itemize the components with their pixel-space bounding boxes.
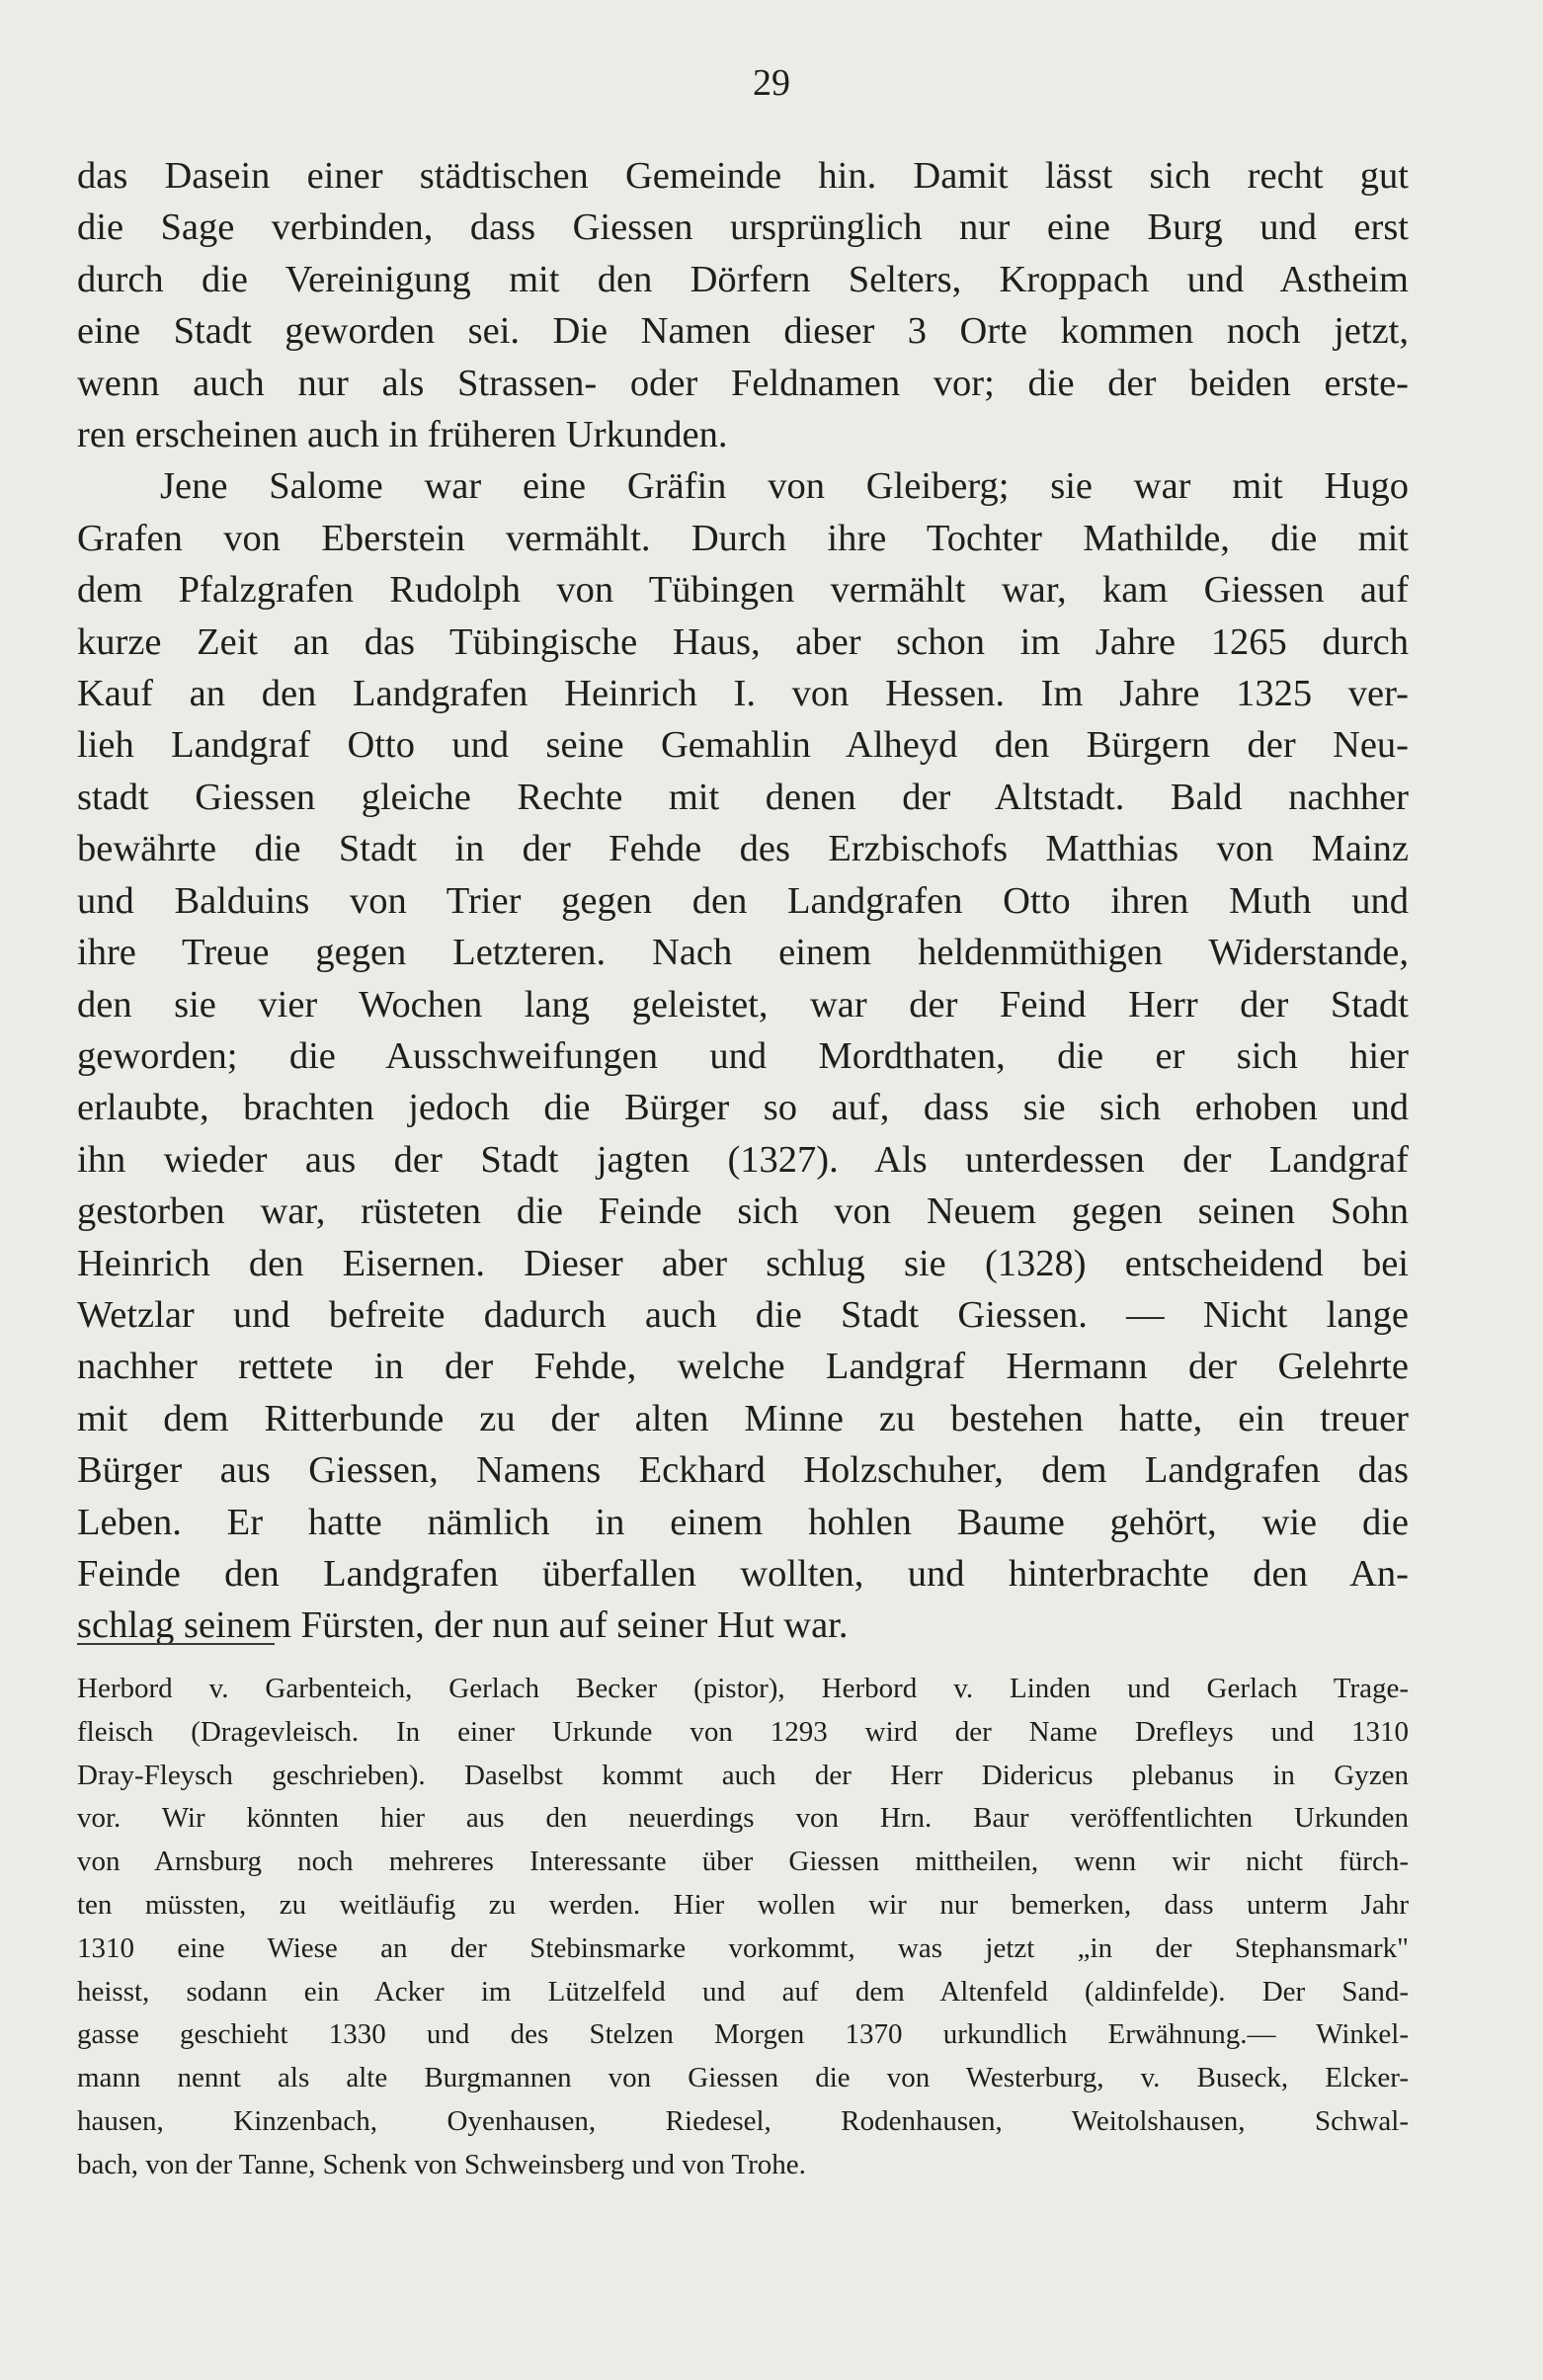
text-line-4: eine Stadt geworden sei. Die Namen dieser 3 Orte kommen noch jetzt, [77,310,1409,353]
text-line-22: Heinrich den Eisernen. Dieser aber schlug sie (1328) entscheidend bei [77,1242,1409,1284]
footnote-line-2: fleisch (Dragevleisch. In einer Urkunde von 1293 wird der Name Drefleys und 1310 [77,1715,1409,1748]
text-line-11: Kauf an den Landgrafen Heinrich I. von Hessen. Im Jahre 1325 ver- [77,673,1409,715]
footnote-line-7: 1310 eine Wiese an der Stebinsmarke vorkommt, was jetzt „in der Stephansmark" [77,1931,1409,1964]
text-line-27: Leben. Er hatte nämlich in einem hohlen Baume gehört, wie die [77,1501,1409,1543]
text-line-25: mit dem Ritterbunde zu der alten Minne zu bestehen hatte, ein treuer [77,1397,1409,1439]
text-line-10: kurze Zeit an das Tübingische Haus, aber schon im Jahre 1265 durch [77,620,1409,663]
footnotes [77,1668,1409,2187]
text-line-28: Feinde den Landgrafen überfallen wollten, und hinterbrachte den An- [77,1552,1409,1595]
text-line-17: den sie vier Wochen lang geleistet, war der Feind Herr der Stadt [77,983,1409,1026]
text-line-3: durch die Vereinigung mit den Dörfern Selters, Kroppach und Astheim [77,258,1409,300]
text-line-13: stadt Giessen gleiche Rechte mit denen der Altstadt. Bald nachher [77,776,1409,818]
text-line-9: dem Pfalzgrafen Rudolph von Tübingen vermählt war, kam Giessen auf [77,569,1409,612]
text-line-18: geworden; die Ausschweifungen und Mordthaten, die er sich hier [77,1034,1409,1077]
footnote-line-11: hausen, Kinzenbach, Oyenhausen, Riedesel, Rodenhausen, Weitolshausen, Schwal- [77,2104,1409,2137]
text-line-12: lieh Landgraf Otto und seine Gemahlin Alheyd den Bürgern der Neu- [77,724,1409,767]
text-line-14: bewährte die Stadt in der Fehde des Erzbischofs Matthias von Mainz [77,828,1409,870]
page-number: 29 [753,62,790,104]
footnote-line-1: Herbord v. Garbenteich, Gerlach Becker (pistor), Herbord v. Linden und Gerlach Trage- [77,1673,1409,1704]
text-line-20: ihn wieder aus der Stadt jagten (1327). Als unterdessen der Landgraf [77,1138,1409,1181]
footnote-line-8: heisst, sodann ein Acker im Lützelfeld und auf dem Altenfeld (aldinfelde). Der Sand- [77,1975,1409,2008]
text-line-7: Jene Salome war eine Gräfin von Gleiberg; sie war mit Hugo [160,465,1409,508]
text-line-29: schlag seinem Fürsten, der nun auf seiner Hut war. [77,1604,849,1647]
text-line-8: Grafen von Eberstein vermählt. Durch ihre Tochter Mathilde, die mit [77,517,1409,559]
footnote-line-9: gasse geschieht 1330 und des Stelzen Morgen 1370 urkundlich Erwähnung.— Winkel- [77,2018,1409,2051]
text-line-24: nachher rettete in der Fehde, welche Landgraf Hermann der Gelehrte [77,1346,1409,1388]
footnote-line-4: vor. Wir könnten hier aus den neuerdings von Hrn. Baur veröffentlichten Urkunden [77,1802,1409,1835]
footnote-line-5: von Arnsburg noch mehreres Interessante über Giessen mittheilen, wenn wir nicht fürch- [77,1846,1409,1878]
text-line-15: und Balduins von Trier gegen den Landgrafen Otto ihren Muth und [77,879,1409,922]
text-line-23: Wetzlar und befreite dadurch auch die Stadt Giessen. — Nicht lange [77,1293,1409,1336]
text-line-26: Bürger aus Giessen, Namens Eckhard Holzschuher, dem Landgrafen das [77,1449,1409,1492]
text-line-1: das Dasein einer städtischen Gemeinde hin. Damit lässt sich recht gut [77,155,1409,197]
footnote-line-10: mann nennt als alte Burgmannen von Giessen die von Westerburg, v. Buseck, Elcker- [77,2062,1409,2094]
text-line-2: die Sage verbinden, dass Giessen ursprünglich nur eine Burg und erst [77,206,1409,249]
footnote-line-3: Dray-Fleysch geschrieben). Daselbst kommt auch der Herr Didericus plebanus in Gyzen [77,1759,1409,1791]
text-line-16: ihre Treue gegen Letzteren. Nach einem heldenmüthigen Widerstande, [77,932,1409,974]
main-text [77,150,1409,1652]
footnote-line-12: bach, von der Tanne, Schenk von Schweinsberg und von Trohe. [77,2148,806,2180]
text-line-21: gestorben war, rüsteten die Feinde sich von Neuem gegen seinen Sohn [77,1190,1409,1233]
text-line-6: ren erscheinen auch in früheren Urkunden. [77,414,728,456]
text-line-5: wenn auch nur als Strassen- oder Feldnamen vor; die der beiden erste- [77,362,1409,404]
text-line-19: erlaubte, brachten jedoch die Bürger so auf, dass sie sich erhoben und [77,1087,1409,1129]
footnote-divider [77,1643,275,1645]
footnote-line-6: ten müssten, zu weitläufig zu werden. Hier wollen wir nur bemerken, dass unterm Jahr [77,1888,1409,1921]
